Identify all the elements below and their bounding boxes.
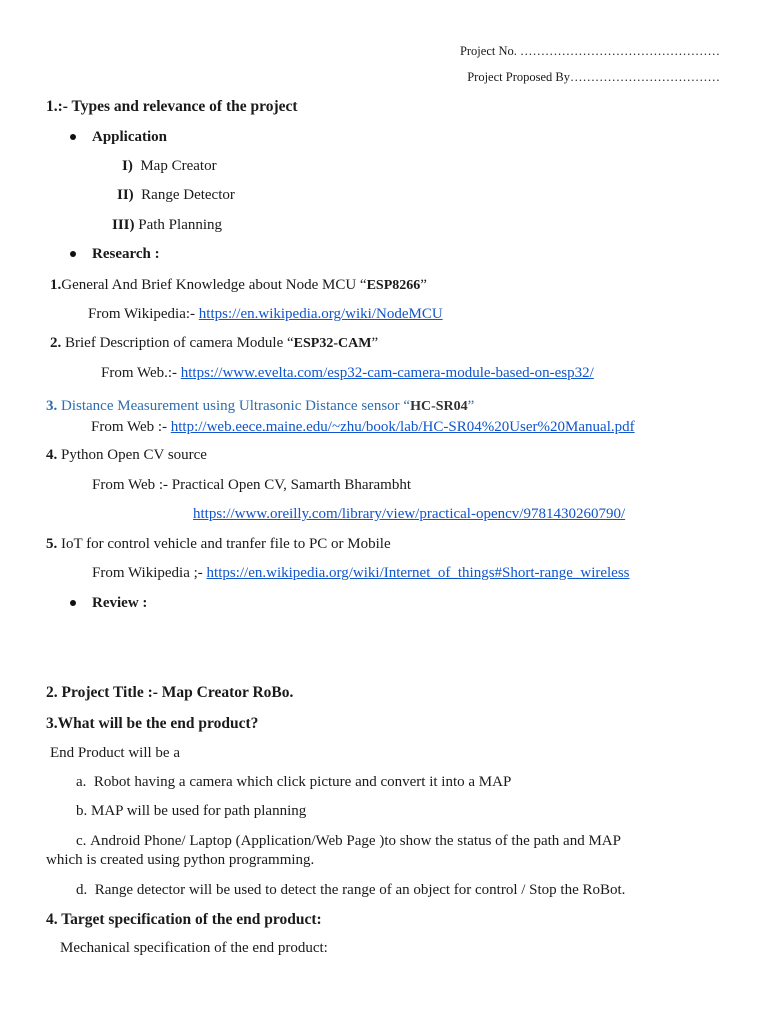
- bullet-icon: [70, 600, 76, 606]
- section3-title: 3.What will be the end product?: [46, 715, 259, 732]
- research-item: 1.General And Brief Knowledge about Node MCU “ESP8266”: [50, 277, 427, 293]
- research-item: 5. IoT for control vehicle and tranfer file to PC or Mobile: [46, 536, 391, 552]
- research-source: From Web :- http://web.eece.maine.edu/~zhu/book/lab/HC-SR04%20User%20Manual.pdf: [91, 419, 635, 435]
- review-heading: Review :: [70, 595, 147, 612]
- application-item: I) Map Creator: [122, 158, 217, 174]
- section4-sub: Mechanical specification of the end product:: [60, 940, 328, 956]
- research-source: From Web :- Practical Open CV, Samarth Bharambht: [92, 477, 412, 493]
- application-heading: Application: [70, 129, 167, 146]
- end-product-item: a. Robot having a camera which click picture and convert it into a MAP: [76, 774, 512, 790]
- research-heading: Research :: [70, 246, 160, 263]
- project-proposed-by: Project Proposed By………………………………: [467, 70, 720, 84]
- research-link[interactable]: https://en.wikipedia.org/wiki/NodeMCU: [198, 306, 443, 322]
- bullet-icon: [70, 134, 76, 140]
- research-item: 3. Distance Measurement using Ultrasonic Distance sensor “HC-SR04”: [46, 398, 475, 414]
- application-item: II) Range Detector: [117, 187, 235, 203]
- application-item: III) Path Planning: [112, 217, 223, 233]
- research-source: From Web.:- https://www.evelta.com/esp32-cam-camera-module-based-on-esp32/: [101, 365, 594, 381]
- end-product-item: b. MAP will be used for path planning: [76, 803, 307, 819]
- research-link[interactable]: https://www.evelta.com/esp32-cam-camera-module-based-on-esp32/: [180, 365, 594, 381]
- end-product-item-cont: which is created using python programming.: [46, 852, 315, 868]
- research-link[interactable]: https://en.wikipedia.org/wiki/Internet_of_things#Short-range_wireless: [206, 565, 630, 581]
- research-item: 2. Brief Description of camera Module “ESP32-CAM”: [50, 335, 379, 351]
- research-item: 4. Python Open CV source: [46, 447, 207, 463]
- bullet-icon: [70, 251, 76, 257]
- research-source: From Wikipedia ;- https://en.wikipedia.org/wiki/Internet_of_things#Short-range_wireless: [92, 565, 630, 581]
- section1-title: 1.:- Types and relevance of the project: [46, 98, 298, 115]
- end-product-item: c. Android Phone/ Laptop (Application/Web Page )to show the status of the path and MAP: [76, 833, 621, 849]
- section2-title: 2. Project Title :- Map Creator RoBo.: [46, 684, 294, 701]
- research-link[interactable]: https://www.oreilly.com/library/view/practical-opencv/9781430260790/: [193, 506, 626, 522]
- section3-intro: End Product will be a: [50, 745, 180, 761]
- research-link[interactable]: http://web.eece.maine.edu/~zhu/book/lab/HC-SR04%20User%20Manual.pdf: [170, 419, 635, 435]
- end-product-item: d. Range detector will be used to detect the range of an object for control / Stop the RoBot.: [76, 882, 626, 898]
- research-source: From Wikipedia:- https://en.wikipedia.org/wiki/NodeMCU: [88, 306, 443, 322]
- project-no: Project No. …………………………………………: [459, 44, 720, 58]
- section4-title: 4. Target specification of the end product:: [46, 911, 322, 928]
